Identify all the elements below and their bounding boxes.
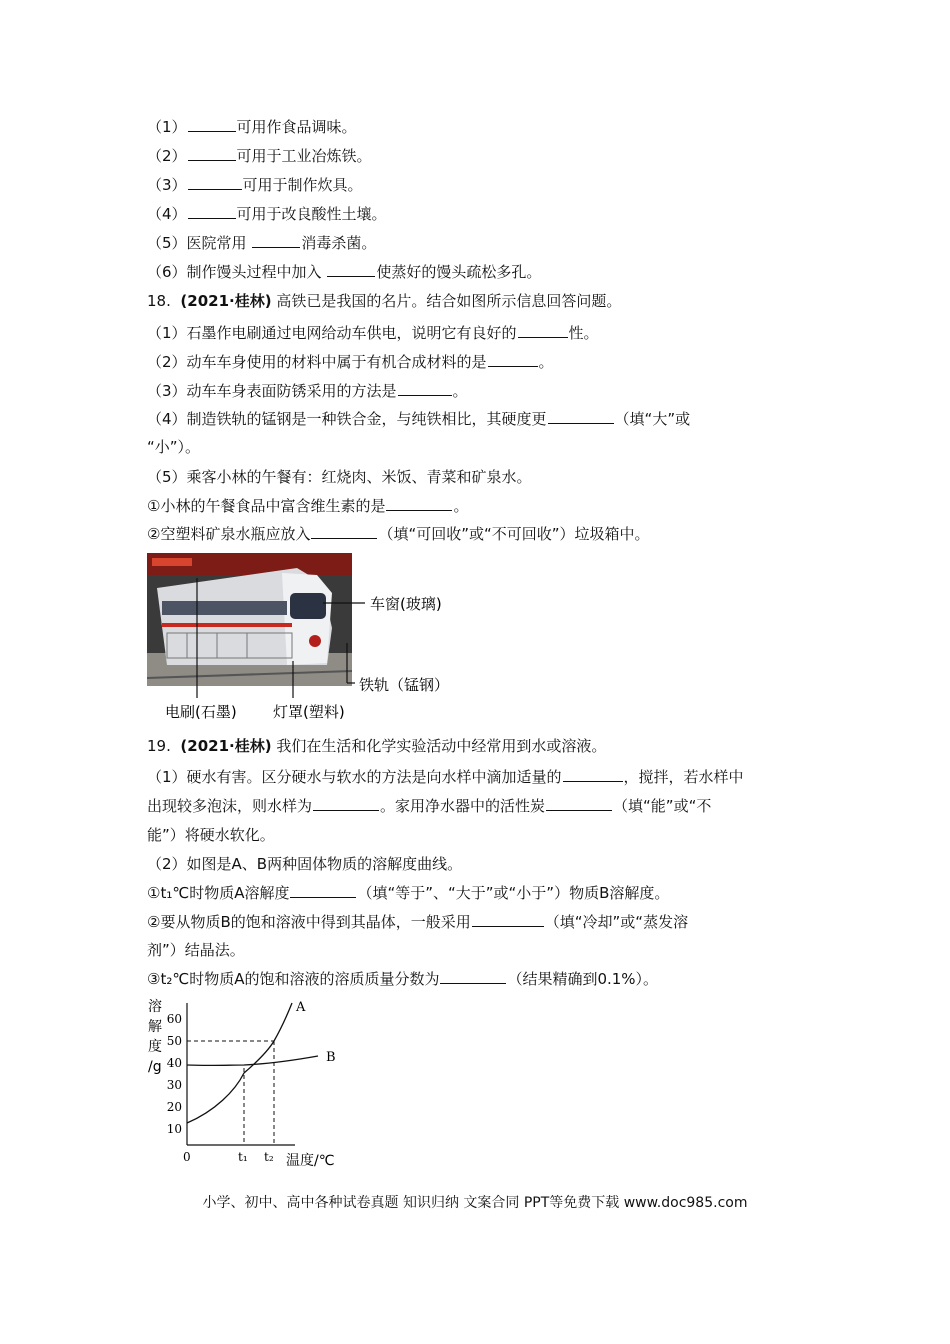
- origin-label: 0: [183, 1150, 191, 1164]
- ytick-50: 50: [166, 1034, 182, 1048]
- q17-item-6: （6）制作馒头过程中加入 使蒸好的馒头疏松多孔。: [147, 263, 542, 281]
- q18-stem: 18. (2021·桂林) 高铁已是我国的名片。结合如图所示信息回答问题。: [147, 292, 622, 310]
- answer-blank[interactable]: [252, 233, 300, 248]
- curve-a: [187, 1003, 292, 1123]
- question-source: (2021·桂林): [180, 737, 272, 755]
- answer-blank[interactable]: [290, 883, 356, 898]
- x-axis-label: 温度/℃: [286, 1153, 335, 1169]
- answer-blank[interactable]: [188, 204, 236, 219]
- q19-part-1-cont2: 能”）将硬水软化。: [147, 826, 275, 844]
- q19-part-1: （1）硬水有害。区分硬水与软水的方法是向水样中滴加适量的 ，搅拌，若水样中: [147, 768, 744, 786]
- page-footer: 小学、初中、高中各种试卷真题 知识归纳 文案合同 PPT等免费下载 www.doc985.com: [202, 1195, 748, 1211]
- ytick-60: 60: [166, 1012, 182, 1026]
- q18-part-4-cont: “小”）。: [147, 438, 201, 456]
- y-axis-label: [148, 998, 162, 1075]
- q17-item-5: （5）医院常用 消毒杀菌。: [147, 234, 377, 252]
- question-source: (2021·桂林): [180, 292, 272, 310]
- answer-blank[interactable]: [548, 409, 614, 424]
- q17-item-3: （3） 可用于制作炊具。: [147, 176, 363, 194]
- ylabel-char-4: /g: [148, 1059, 162, 1075]
- label-window: 车窗(玻璃): [370, 595, 442, 613]
- answer-blank[interactable]: [311, 524, 377, 539]
- q17-item-2: （2） 可用于工业冶炼铁。: [147, 147, 372, 165]
- answer-blank[interactable]: [398, 381, 452, 396]
- q18-part-1: （1）石墨作电刷通过电网给动车供电，说明它有良好的 性。: [147, 324, 599, 342]
- y-ticks: [167, 1012, 182, 1136]
- label-brush: 电刷(石墨): [165, 703, 237, 721]
- xtick-t1: t₁: [238, 1150, 248, 1164]
- axes: [187, 1003, 295, 1145]
- series-a-label: A: [296, 1000, 306, 1015]
- answer-blank[interactable]: [188, 117, 236, 132]
- solubility-chart: [140, 993, 360, 1173]
- answer-blank[interactable]: [563, 767, 623, 782]
- answer-blank[interactable]: [313, 796, 379, 811]
- ytick-40: 40: [166, 1056, 182, 1070]
- q19-stem: 19. (2021·桂林) 我们在生活和化学实验活动中经常用到水或溶液。: [147, 737, 607, 755]
- answer-blank[interactable]: [472, 912, 544, 927]
- answer-blank[interactable]: [518, 323, 568, 338]
- ylabel-char-3: 度: [148, 1039, 162, 1055]
- label-rail: 铁轨（锰钢）: [359, 676, 450, 694]
- q17-item-4: （4） 可用于改良酸性土壤。: [147, 205, 387, 223]
- answer-blank[interactable]: [327, 262, 375, 277]
- train-photo: [147, 553, 352, 686]
- q19-part-2b-cont: 剂”）结晶法。: [147, 941, 245, 959]
- ytick-30: 30: [166, 1078, 182, 1092]
- answer-blank[interactable]: [386, 496, 452, 511]
- q18-part-3: （3）动车车身表面防锈采用的方法是 。: [147, 382, 468, 400]
- answer-blank[interactable]: [188, 146, 236, 161]
- label-lamp: 灯罩(塑料): [273, 703, 345, 721]
- q18-part-5b: ②空塑料矿泉水瓶应放入 （填“可回收”或“不可回收”）垃圾箱中。: [147, 525, 650, 543]
- q19-part-2a: ①t₁℃时物质A溶解度 （填“等于”、“大于”或“小于”）物质B溶解度。: [147, 884, 670, 902]
- series-b-label: B: [326, 1050, 336, 1065]
- q19-part-2: （2）如图是A、B两种固体物质的溶解度曲线。: [147, 855, 463, 873]
- q18-part-4: （4）制造铁轨的锰钢是一种铁合金，与纯铁相比，其硬度更 （填“大”或: [147, 410, 691, 428]
- answer-blank[interactable]: [440, 969, 506, 984]
- q19-part-2b: ②要从物质B的饱和溶液中得到其晶体，一般采用 （填“冷却”或“蒸发溶: [147, 913, 689, 931]
- ytick-10: 10: [166, 1122, 182, 1136]
- q18-part-5a: ①小林的午餐食品中富含维生素的是 。: [147, 497, 469, 515]
- q19-part-1-cont: 出现较多泡沫，则水样为 。家用净水器中的活性炭 （填“能”或“不: [147, 797, 712, 815]
- curve-b: [187, 1056, 318, 1065]
- answer-blank[interactable]: [546, 796, 612, 811]
- ylabel-char-2: 解: [148, 1019, 162, 1035]
- ytick-20: 20: [166, 1100, 182, 1114]
- ylabel-char-1: 溶: [148, 999, 162, 1015]
- q18-part-2: （2）动车车身使用的材料中属于有机合成材料的是 。: [147, 353, 554, 371]
- q18-part-5: （5）乘客小林的午餐有：红烧肉、米饭、青菜和矿泉水。: [147, 468, 532, 486]
- answer-blank[interactable]: [488, 352, 538, 367]
- answer-blank[interactable]: [188, 175, 242, 190]
- xtick-t2: t₂: [264, 1150, 274, 1164]
- train-figure: [147, 553, 467, 723]
- q17-item-1: （1） 可用作食品调味。: [147, 118, 357, 136]
- q19-part-2c: ③t₂℃时物质A的饱和溶液的溶质质量分数为 （结果精确到0.1%）。: [147, 970, 659, 988]
